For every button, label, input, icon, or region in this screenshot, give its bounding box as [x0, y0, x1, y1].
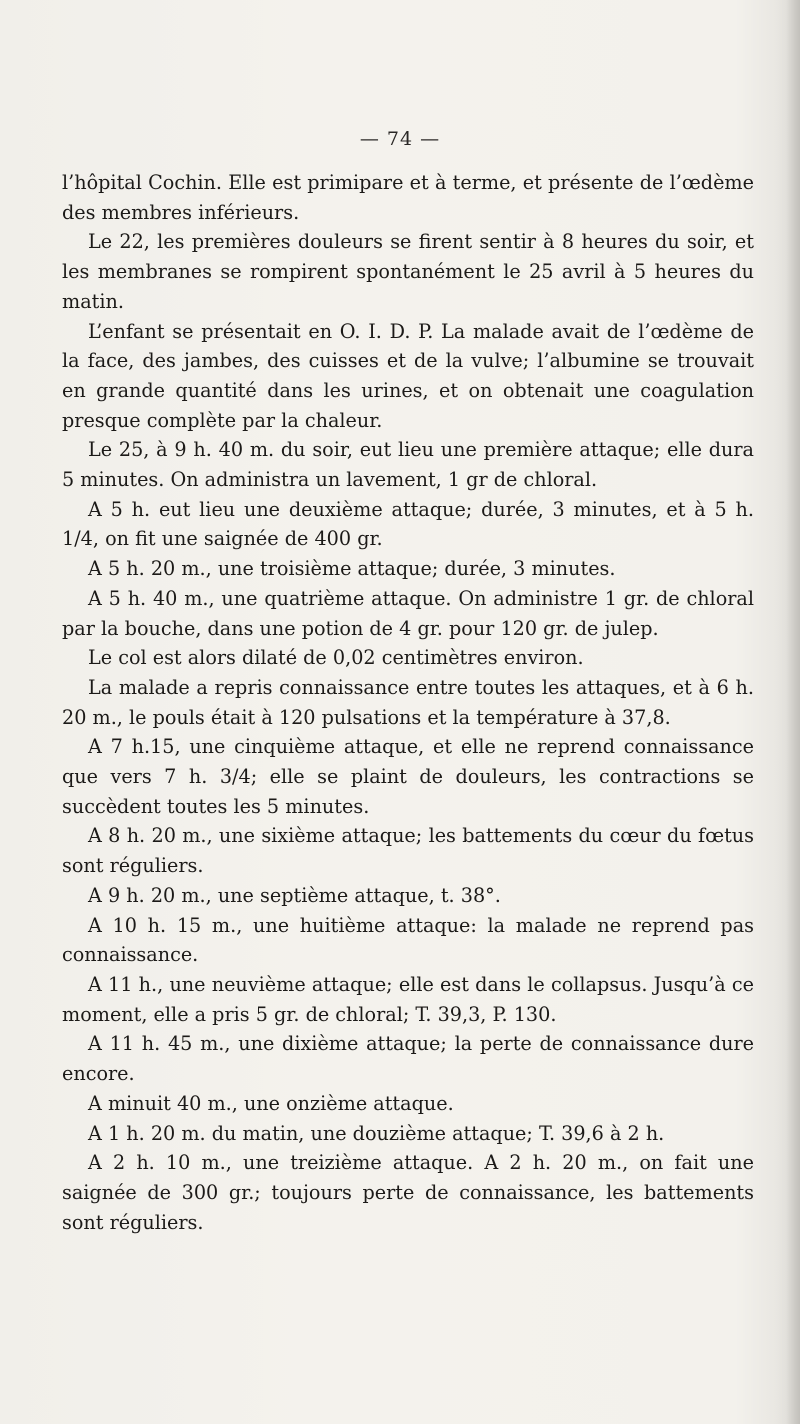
paragraph-13: A 10 h. 15 m., une huitième attaque: la malade ne reprend pas connaissance.: [62, 913, 754, 967]
paragraph-17: A 1 h. 20 m. du matin, une douzième attaque; T. 39,6 à 2 h.: [88, 1121, 665, 1145]
paragraph-7: A 5 h. 40 m., une quatrième attaque. On administre 1 gr. de chloral par la bouche, dans une potion de 4 gr. pour 120 gr. de julep.: [62, 586, 754, 640]
paragraph-3: L’enfant se présentait en O. I. D. P. La malade avait de l’œdème de la face, des jambes, des cuisses et de la vulve; l’albumine se trouvait en grande quantité dans les urines, et on obtenait une coagulation presque complète par la chaleur.: [62, 319, 754, 432]
page-edge-shadow: [786, 0, 800, 1424]
page-number: — 74 —: [359, 128, 441, 150]
paragraph-6: A 5 h. 20 m., une troisième attaque; durée, 3 minutes.: [88, 557, 616, 581]
paragraph-5: A 5 h. eut lieu une deuxième attaque; durée, 3 minutes, et à 5 h. 1/4, on fit une saignée de 400 gr.: [62, 497, 754, 551]
paragraph-2: Le 22, les premières douleurs se firent sentir à 8 heures du soir, et les membranes se rompirent spontanément le 25 avril à 5 heures du matin.: [62, 230, 754, 313]
paragraph-4: Le 25, à 9 h. 40 m. du soir, eut lieu une première attaque; elle dura 5 minutes. On administra un lavement, 1 gr de chloral.: [62, 438, 754, 492]
paragraph-15: A 11 h. 45 m., une dixième attaque; la perte de connaissance dure encore.: [62, 1032, 754, 1086]
paragraph-10: A 7 h.15, une cinquième attaque, et elle ne reprend connaissance que vers 7 h. 3/4; elle se plaint de douleurs, les contractions se succèdent toutes les 5 minutes.: [62, 735, 754, 818]
body-text: [62, 168, 754, 1237]
paragraph-1: l’hôpital Cochin. Elle est primipare et à terme, et présente de l’œdème des membres inférieurs.: [62, 171, 754, 224]
paragraph-14: A 11 h., une neuvième attaque; elle est dans le collapsus. Jusqu’à ce moment, elle a pris 5 gr. de chloral; T. 39,3, P. 130.: [62, 972, 754, 1026]
paragraph-11: A 8 h. 20 m., une sixième attaque; les battements du cœur du fœtus sont réguliers.: [62, 824, 754, 878]
paragraph-9: La malade a repris connaissance entre toutes les attaques, et à 6 h. 20 m., le pouls était à 120 pulsations et la température à 37,8.: [62, 675, 754, 729]
paragraph-12: A 9 h. 20 m., une septième attaque, t. 38°.: [88, 883, 501, 907]
paragraph-8: Le col est alors dilaté de 0,02 centimètres environ.: [88, 646, 584, 670]
paragraph-18: A 2 h. 10 m., une treizième attaque. A 2 h. 20 m., on fait une saignée de 300 gr.; toujours perte de connaissance, les battements sont réguliers.: [62, 1151, 754, 1234]
paragraph-16: A minuit 40 m., une onzième attaque.: [88, 1091, 454, 1115]
